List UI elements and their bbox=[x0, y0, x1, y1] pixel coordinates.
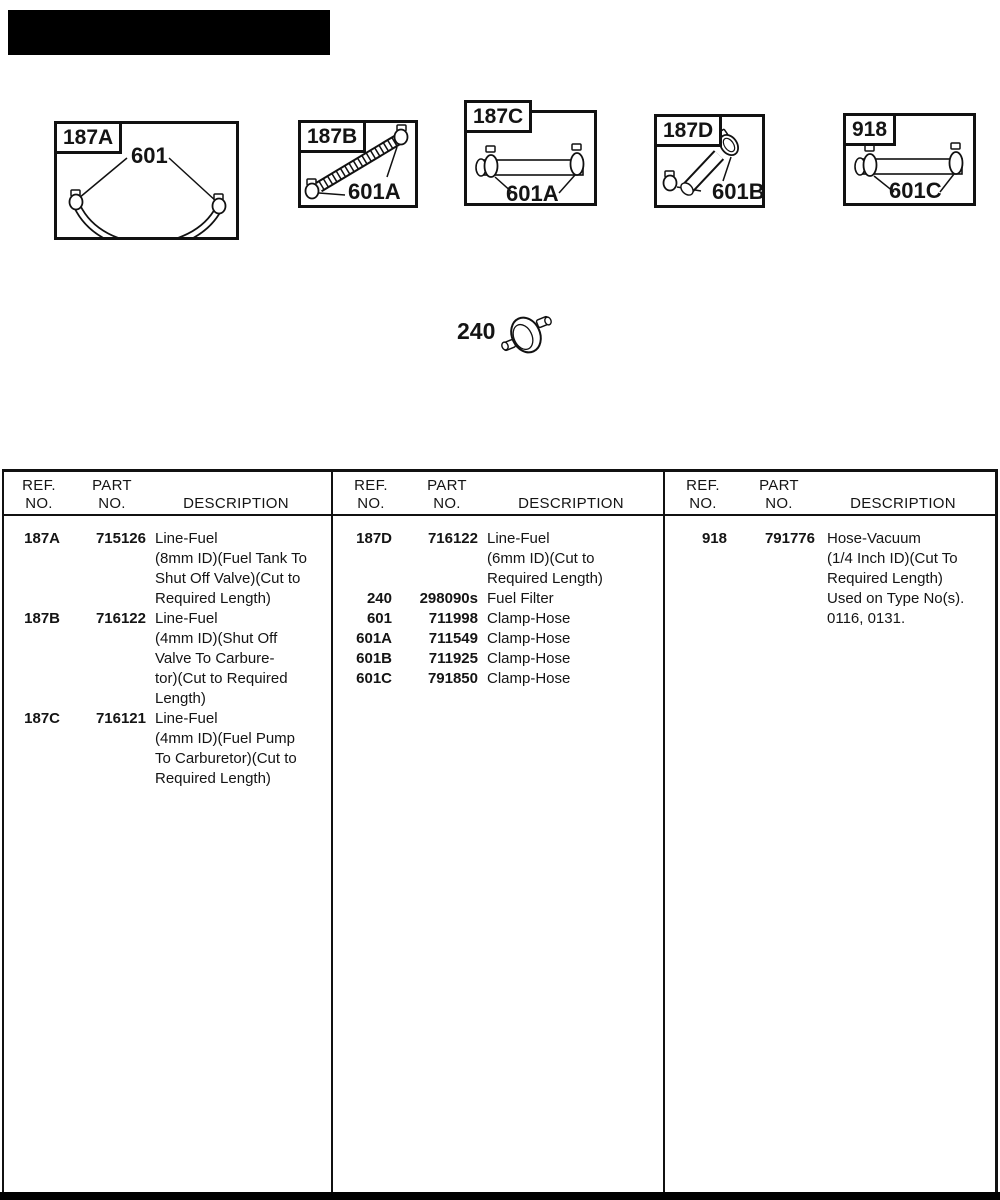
part-no-cell: 715126 bbox=[95, 530, 146, 547]
part-no-header: PART bbox=[759, 477, 799, 494]
ref-no-header: NO. bbox=[689, 495, 717, 512]
ref-no-header: REF. bbox=[686, 477, 720, 494]
part-no-cell: 298090s bbox=[419, 590, 478, 607]
description-line: (8mm ID)(Fuel Tank To bbox=[155, 550, 307, 567]
table-row bbox=[332, 669, 662, 689]
description-line: Fuel Filter bbox=[487, 590, 554, 607]
description-line: Valve To Carbure- bbox=[155, 650, 275, 667]
ref-no-cell: 601A bbox=[356, 630, 392, 647]
description-header: DESCRIPTION bbox=[850, 495, 956, 512]
table-row bbox=[332, 649, 662, 669]
table-row bbox=[0, 529, 330, 609]
table-row bbox=[664, 529, 994, 629]
ref-no-cell: 601B bbox=[356, 650, 392, 667]
diagram-label-187a bbox=[54, 121, 122, 154]
clamp-icon bbox=[664, 171, 677, 191]
clamp-icon bbox=[213, 194, 226, 214]
part-no-cell: 711925 bbox=[428, 650, 478, 667]
table-row bbox=[332, 609, 662, 629]
diagram-box-187d bbox=[654, 114, 765, 208]
part-no-header: NO. bbox=[765, 495, 793, 512]
part-no-header: PART bbox=[92, 477, 132, 494]
description-line: Clamp-Hose bbox=[487, 650, 571, 667]
clamp-icon bbox=[395, 125, 408, 145]
description-header: DESCRIPTION bbox=[183, 495, 289, 512]
diagram-label-187d bbox=[654, 114, 722, 147]
table-row bbox=[0, 609, 330, 709]
description-line: (6mm ID)(Cut to bbox=[487, 550, 595, 567]
table-right-border bbox=[995, 469, 998, 1192]
part-no-header: PART bbox=[427, 477, 467, 494]
diagram-box-918 bbox=[843, 113, 976, 206]
description-line: Clamp-Hose bbox=[487, 630, 571, 647]
description-line: (4mm ID)(Fuel Pump bbox=[155, 730, 296, 747]
clamp-icon bbox=[70, 190, 83, 210]
ref-no-header: REF. bbox=[22, 477, 56, 494]
table-top-border bbox=[2, 469, 998, 472]
description-cell bbox=[478, 589, 662, 609]
part-no-cell: 791776 bbox=[764, 530, 815, 547]
callout-240: 240 bbox=[457, 318, 496, 344]
ref-no-cell: 187D bbox=[356, 530, 392, 547]
description-line: Shut Off Valve)(Cut to bbox=[155, 570, 301, 587]
part-no-header: NO. bbox=[98, 495, 126, 512]
description-cell bbox=[478, 649, 662, 669]
diagram-label-text: 187A bbox=[63, 126, 114, 149]
description-cell bbox=[478, 669, 662, 689]
ref-no-header: NO. bbox=[357, 495, 385, 512]
description-cell bbox=[815, 529, 994, 629]
diagram-label-text: 187C bbox=[473, 105, 524, 128]
part-no-cell: 716122 bbox=[95, 610, 146, 627]
description-line: Length) bbox=[155, 690, 206, 707]
part-no-cell: 711998 bbox=[428, 610, 478, 627]
callout-601b: 601B bbox=[712, 179, 765, 204]
description-line: Required Length) bbox=[155, 770, 271, 787]
description-line: Used on Type No(s). bbox=[827, 590, 965, 607]
ref-no-header: REF. bbox=[354, 477, 388, 494]
description-line: Hose-Vacuum bbox=[827, 530, 921, 547]
top-redaction-bar bbox=[8, 10, 330, 55]
callout-601a: 601A bbox=[348, 179, 401, 204]
description-cell bbox=[146, 609, 330, 709]
diagram-label-187b bbox=[298, 120, 366, 153]
table-row bbox=[332, 629, 662, 649]
diagram-box-187b bbox=[298, 120, 418, 208]
ref-no-cell: 187C bbox=[24, 710, 60, 727]
ref-no-cell: 601 bbox=[366, 610, 392, 627]
diagram-label-text: 187D bbox=[663, 119, 714, 142]
description-line: (1/4 Inch ID)(Cut To bbox=[827, 550, 958, 567]
part-no-cell: 711549 bbox=[428, 630, 478, 647]
description-line: Line-Fuel bbox=[155, 610, 218, 627]
table-column-2 bbox=[332, 529, 662, 689]
description-line: tor)(Cut to Required bbox=[155, 670, 288, 687]
ref-no-header: NO. bbox=[25, 495, 53, 512]
clamp-icon bbox=[571, 144, 584, 175]
description-line: (4mm ID)(Shut Off bbox=[155, 630, 278, 647]
diagram-label-918 bbox=[843, 113, 896, 146]
clamp-icon bbox=[864, 145, 877, 176]
table-column-1 bbox=[0, 529, 330, 789]
ref-no-cell: 187A bbox=[24, 530, 60, 547]
table-column-3 bbox=[664, 529, 994, 629]
callout-601a: 601A bbox=[506, 181, 559, 206]
table-row bbox=[332, 529, 662, 589]
description-line: Line-Fuel bbox=[155, 530, 218, 547]
description-line: Line-Fuel bbox=[155, 710, 218, 727]
description-line: Clamp-Hose bbox=[487, 670, 571, 687]
description-cell bbox=[146, 529, 330, 609]
ref-no-cell: 601C bbox=[356, 670, 392, 687]
callout-601c: 601C bbox=[889, 178, 942, 203]
fuel-filter-icon bbox=[500, 308, 552, 362]
description-cell bbox=[478, 529, 662, 589]
clamp-icon bbox=[485, 146, 498, 177]
ref-no-cell: 187B bbox=[24, 610, 60, 627]
description-line: Line-Fuel bbox=[487, 530, 550, 547]
bottom-page-bar bbox=[0, 1192, 1000, 1200]
part-no-header: NO. bbox=[433, 495, 461, 512]
description-cell bbox=[478, 629, 662, 649]
table-header-separator bbox=[2, 514, 998, 516]
description-line: Required Length) bbox=[155, 590, 271, 607]
part-no-cell: 716121 bbox=[95, 710, 146, 727]
description-line: To Carburetor)(Cut to bbox=[155, 750, 297, 767]
callout-601: 601 bbox=[131, 143, 168, 168]
table-row bbox=[332, 589, 662, 609]
part-no-cell: 716122 bbox=[427, 530, 478, 547]
description-line: Required Length) bbox=[487, 570, 603, 587]
ref-no-cell: 240 bbox=[366, 590, 392, 607]
description-header: DESCRIPTION bbox=[518, 495, 624, 512]
table-row bbox=[0, 709, 330, 789]
clamp-icon bbox=[306, 179, 319, 199]
description-cell bbox=[478, 609, 662, 629]
diagram-label-text: 187B bbox=[307, 125, 358, 148]
ref-no-cell: 918 bbox=[701, 530, 727, 547]
clamp-icon bbox=[950, 143, 963, 174]
description-line: 0116, 0131. bbox=[827, 610, 906, 627]
part-no-cell: 791850 bbox=[427, 670, 478, 687]
description-line: Required Length) bbox=[827, 570, 943, 587]
diagram-label-text: 918 bbox=[852, 118, 888, 141]
diagram-box-187c bbox=[464, 105, 597, 206]
diagram-label-187c bbox=[464, 100, 532, 133]
diagram-box-187a bbox=[54, 121, 239, 240]
description-line: Clamp-Hose bbox=[487, 610, 571, 627]
description-cell bbox=[146, 709, 330, 789]
